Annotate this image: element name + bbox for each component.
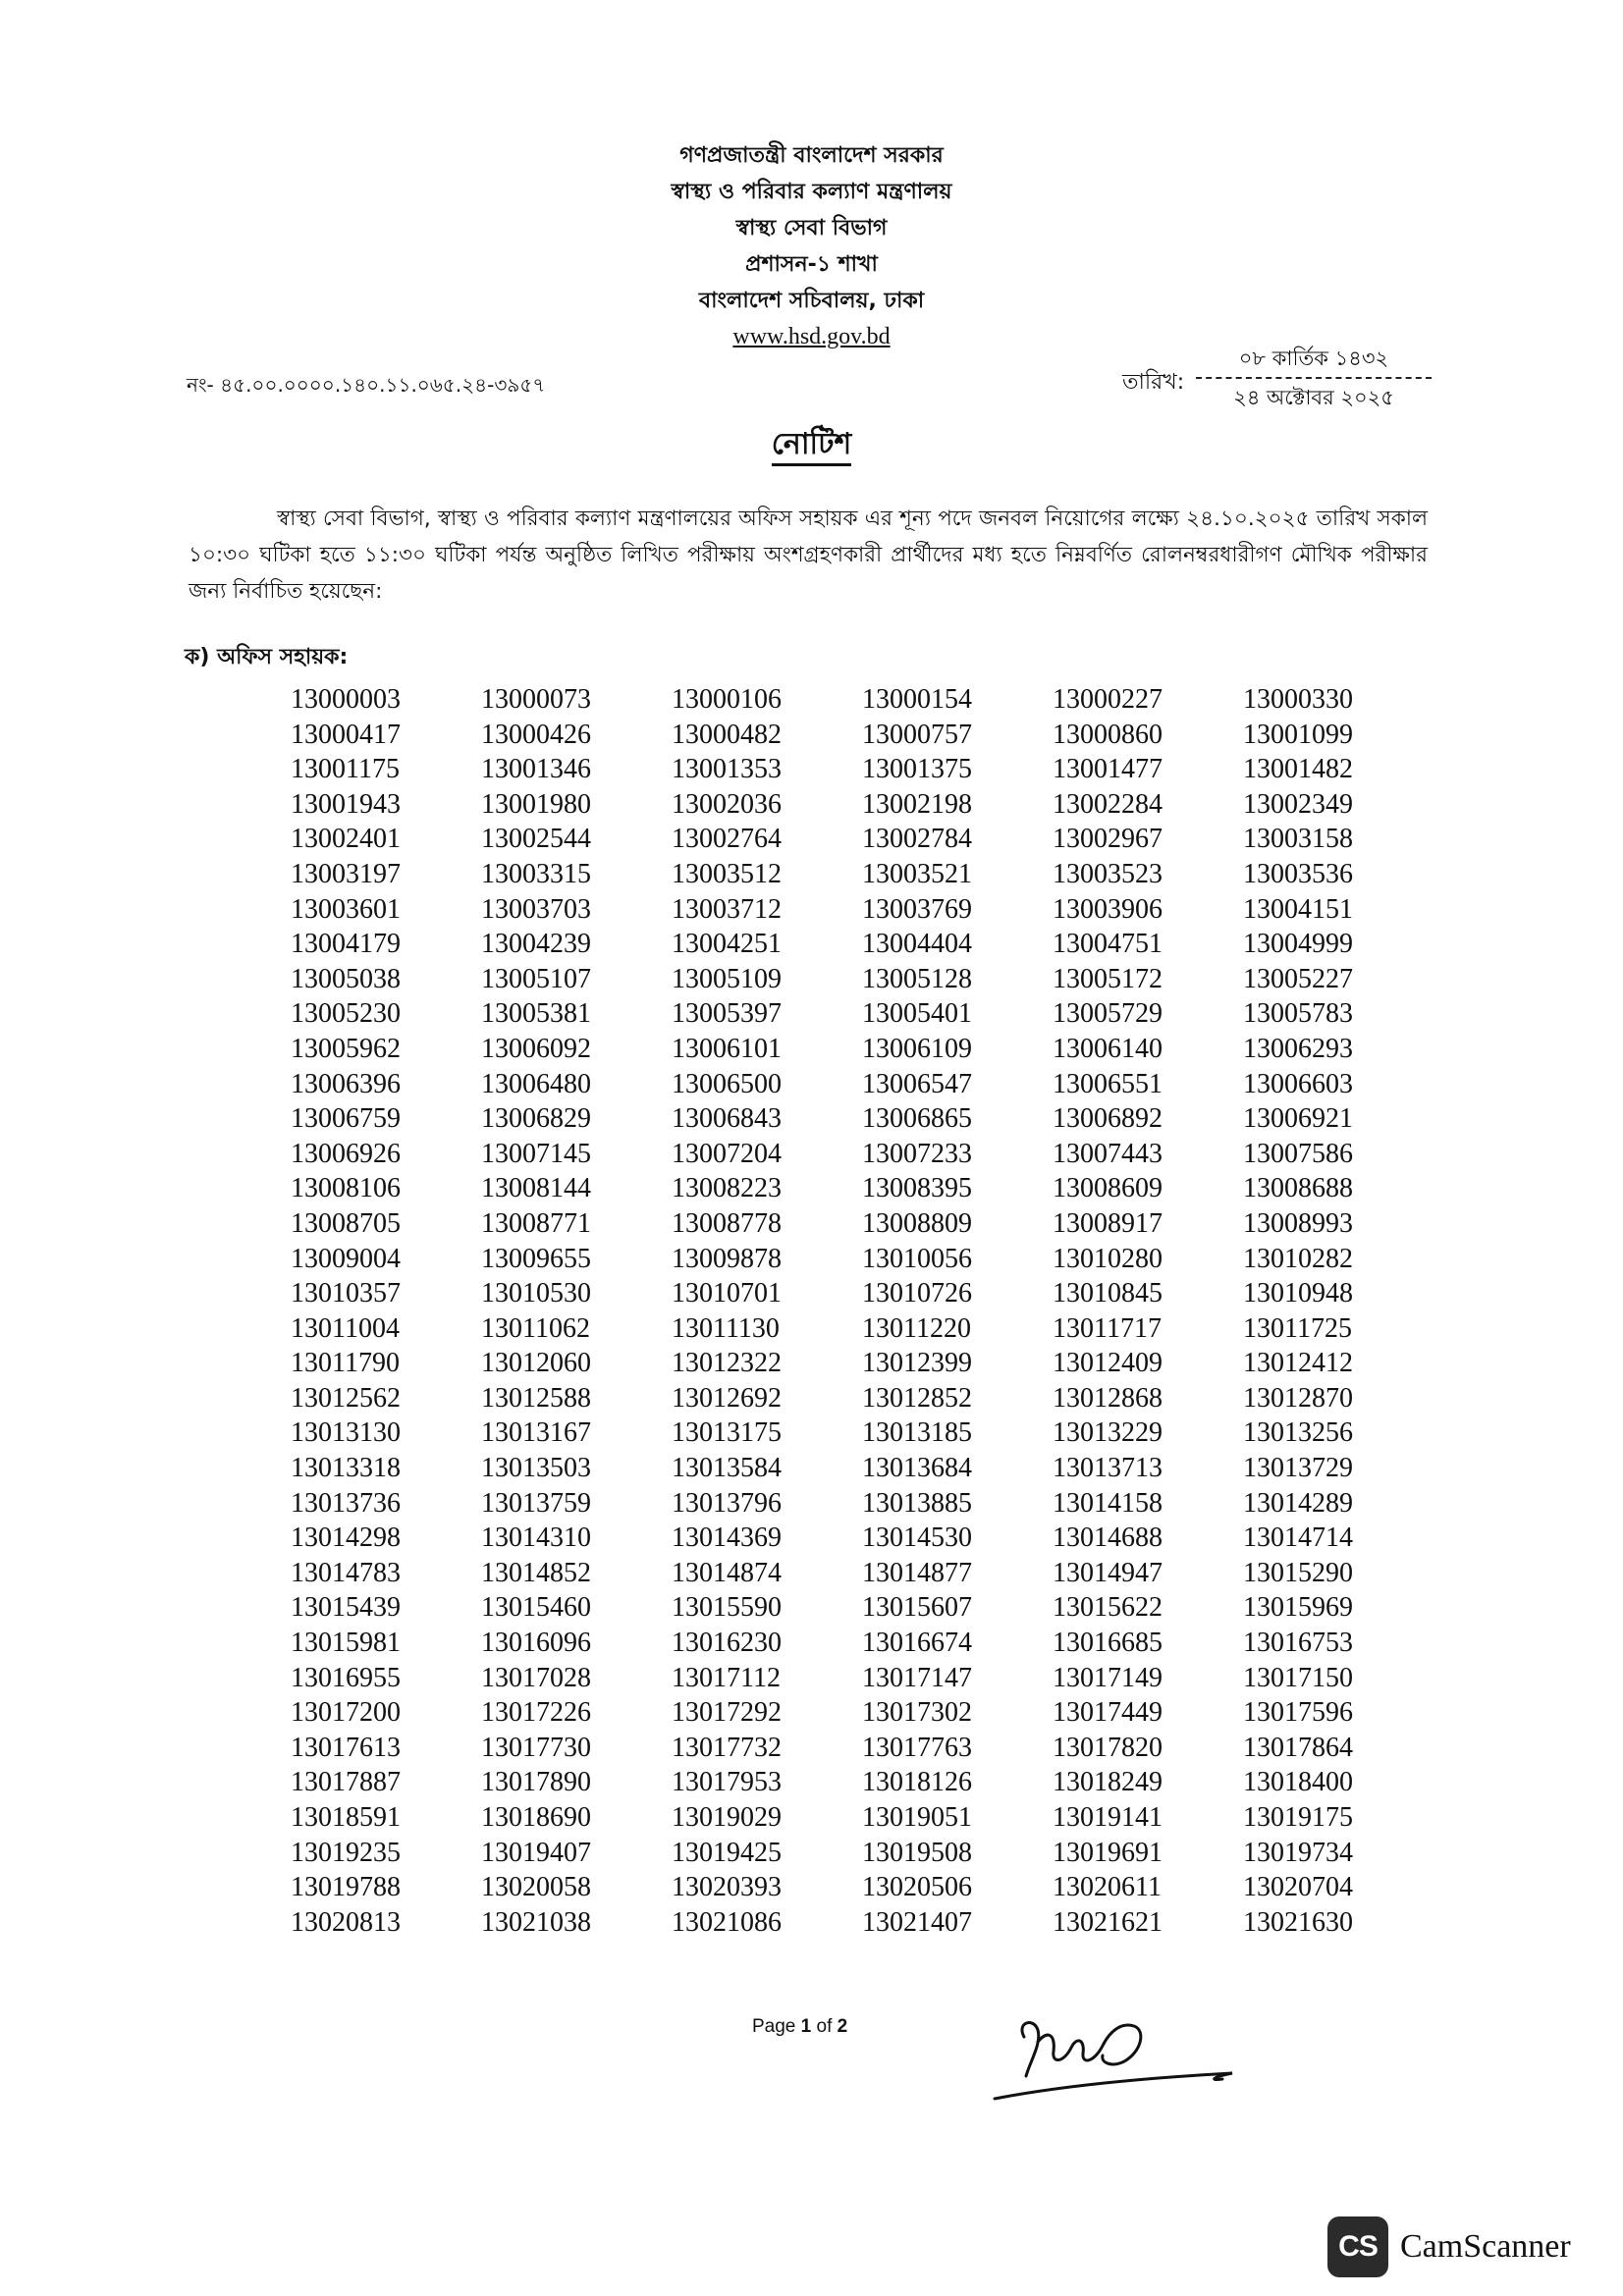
roll-number: 13001375 bbox=[862, 754, 972, 785]
roll-number: 13006843 bbox=[672, 1103, 782, 1135]
roll-number: 13002284 bbox=[1053, 788, 1163, 820]
roll-number: 13014714 bbox=[1243, 1522, 1353, 1554]
roll-number: 13020058 bbox=[481, 1872, 591, 1903]
reference-number: নং- ৪৫.০০.০০০০.১৪০.১১.০৬৫.২৪-৩৯৫৭ bbox=[187, 373, 546, 397]
roll-number: 13006101 bbox=[672, 1033, 782, 1064]
date-bangla: ০৮ কার্তিক ১৪৩২ bbox=[1238, 347, 1389, 370]
roll-number: 13021086 bbox=[672, 1906, 782, 1938]
roll-number: 13014852 bbox=[481, 1557, 591, 1588]
roll-number: 13001943 bbox=[291, 788, 401, 820]
roll-number: 13013584 bbox=[672, 1453, 782, 1484]
roll-number: 13005128 bbox=[862, 963, 972, 994]
roll-number: 13006480 bbox=[481, 1068, 591, 1099]
roll-number: 13017028 bbox=[481, 1662, 591, 1693]
roll-number: 13012852 bbox=[862, 1382, 972, 1414]
roll-number: 13010530 bbox=[481, 1278, 591, 1309]
roll-number: 13006829 bbox=[481, 1103, 591, 1135]
roll-number: 13002967 bbox=[1053, 824, 1163, 855]
roll-number: 13009878 bbox=[672, 1243, 782, 1274]
roll-number: 13018400 bbox=[1243, 1767, 1353, 1798]
roll-number: 13000417 bbox=[291, 719, 401, 750]
roll-number: 13007233 bbox=[862, 1138, 972, 1169]
roll-number: 13008144 bbox=[481, 1173, 591, 1204]
camscanner-watermark bbox=[1327, 2216, 1571, 2277]
roll-number: 13011790 bbox=[291, 1348, 400, 1379]
roll-number: 13010701 bbox=[672, 1278, 782, 1309]
roll-number: 13012060 bbox=[481, 1348, 591, 1379]
letterhead bbox=[0, 137, 1623, 355]
roll-number: 13016096 bbox=[481, 1628, 591, 1659]
roll-number: 13017953 bbox=[672, 1767, 782, 1798]
roll-number: 13003521 bbox=[862, 858, 972, 889]
roll-number: 13014874 bbox=[672, 1557, 782, 1588]
roll-number: 13018249 bbox=[1053, 1767, 1163, 1798]
roll-number: 13013167 bbox=[481, 1417, 591, 1449]
roll-number: 13019141 bbox=[1053, 1802, 1163, 1833]
roll-number: 13000227 bbox=[1053, 684, 1163, 715]
roll-number: 13017200 bbox=[291, 1697, 401, 1729]
page-total: 2 bbox=[837, 2016, 848, 2037]
roll-number: 13017613 bbox=[291, 1732, 401, 1763]
camscanner-brand: CamScanner bbox=[1400, 2228, 1571, 2265]
roll-number: 13007586 bbox=[1243, 1138, 1353, 1169]
roll-number: 13019508 bbox=[862, 1837, 972, 1868]
roll-number: 13020704 bbox=[1243, 1872, 1353, 1903]
roll-number: 13017292 bbox=[672, 1697, 782, 1729]
roll-number: 13012588 bbox=[481, 1382, 591, 1414]
roll-number: 13003197 bbox=[291, 858, 401, 889]
roll-number: 13013736 bbox=[291, 1487, 401, 1519]
roll-number: 13015981 bbox=[291, 1628, 401, 1659]
roll-number: 13005401 bbox=[862, 998, 972, 1030]
header-ministry: স্বাস্থ্য ও পরিবার কল্যাণ মন্ত্রণালয় bbox=[671, 180, 952, 204]
roll-number: 13019051 bbox=[862, 1802, 972, 1833]
roll-number: 13011130 bbox=[672, 1312, 780, 1344]
roll-number: 13007145 bbox=[481, 1138, 591, 1169]
roll-number: 13020813 bbox=[291, 1906, 401, 1938]
roll-number: 13005227 bbox=[1243, 963, 1353, 994]
roll-number: 13001477 bbox=[1053, 754, 1163, 785]
roll-number: 13010845 bbox=[1053, 1278, 1163, 1309]
roll-number: 13006293 bbox=[1243, 1033, 1353, 1064]
roll-number: 13004179 bbox=[291, 929, 401, 960]
roll-number: 13010280 bbox=[1053, 1243, 1163, 1274]
roll-number: 13015439 bbox=[291, 1592, 401, 1624]
roll-number: 13012868 bbox=[1053, 1382, 1163, 1414]
roll-number: 13013503 bbox=[481, 1453, 591, 1484]
roll-number: 13004999 bbox=[1243, 929, 1353, 960]
roll-number: 13015460 bbox=[481, 1592, 591, 1624]
roll-number: 13018690 bbox=[481, 1802, 591, 1833]
roll-number: 13016674 bbox=[862, 1628, 972, 1659]
roll-number: 13002198 bbox=[862, 788, 972, 820]
roll-number: 13000003 bbox=[291, 684, 401, 715]
roll-number: 13016230 bbox=[672, 1628, 782, 1659]
roll-number: 13006921 bbox=[1243, 1103, 1353, 1135]
roll-number: 13004404 bbox=[862, 929, 972, 960]
roll-number: 13008688 bbox=[1243, 1173, 1353, 1204]
roll-number: 13008809 bbox=[862, 1207, 972, 1239]
roll-number: 13003512 bbox=[672, 858, 782, 889]
roll-number-grid bbox=[291, 682, 1371, 1940]
roll-number: 13017890 bbox=[481, 1767, 591, 1798]
roll-number: 13020611 bbox=[1053, 1872, 1162, 1903]
roll-number: 13013256 bbox=[1243, 1417, 1353, 1449]
roll-number: 13019734 bbox=[1243, 1837, 1353, 1868]
roll-number: 13007204 bbox=[672, 1138, 782, 1169]
roll-number: 13003601 bbox=[291, 893, 401, 925]
header-govt: গণপ্রজাতন্ত্রী বাংলাদেশ সরকার bbox=[679, 143, 944, 168]
signature-icon bbox=[987, 1983, 1252, 2110]
roll-number: 13017763 bbox=[862, 1732, 972, 1763]
roll-number: 13019029 bbox=[672, 1802, 782, 1833]
roll-number: 13015290 bbox=[1243, 1557, 1353, 1588]
roll-number: 13005038 bbox=[291, 963, 401, 994]
roll-number: 13014530 bbox=[862, 1522, 972, 1554]
roll-number: 13013713 bbox=[1053, 1453, 1163, 1484]
roll-number: 13010056 bbox=[862, 1243, 972, 1274]
roll-number: 13000860 bbox=[1053, 719, 1163, 750]
roll-number: 13017449 bbox=[1053, 1697, 1163, 1729]
roll-number: 13017150 bbox=[1243, 1662, 1353, 1693]
roll-number: 13017887 bbox=[291, 1767, 401, 1798]
roll-number: 13014369 bbox=[672, 1522, 782, 1554]
roll-number: 13006759 bbox=[291, 1103, 401, 1135]
roll-number: 13013185 bbox=[862, 1417, 972, 1449]
roll-number: 13013759 bbox=[481, 1487, 591, 1519]
roll-number: 13001099 bbox=[1243, 719, 1353, 750]
roll-number: 13008917 bbox=[1053, 1207, 1163, 1239]
roll-number: 13001346 bbox=[481, 754, 591, 785]
roll-number: 13016685 bbox=[1053, 1628, 1163, 1659]
roll-number: 13003906 bbox=[1053, 893, 1163, 925]
roll-number: 13008223 bbox=[672, 1173, 782, 1204]
roll-number: 13012399 bbox=[862, 1348, 972, 1379]
roll-number: 13009004 bbox=[291, 1243, 401, 1274]
roll-number: 13003712 bbox=[672, 893, 782, 925]
roll-number: 13009655 bbox=[481, 1243, 591, 1274]
roll-number: 13003158 bbox=[1243, 824, 1353, 855]
roll-number: 13003315 bbox=[481, 858, 591, 889]
roll-number: 13017147 bbox=[862, 1662, 972, 1693]
roll-number: 13001353 bbox=[672, 754, 782, 785]
roll-number: 13012322 bbox=[672, 1348, 782, 1379]
roll-number: 13004239 bbox=[481, 929, 591, 960]
roll-number: 13011220 bbox=[862, 1312, 971, 1344]
roll-number: 13008771 bbox=[481, 1207, 591, 1239]
roll-number: 13017149 bbox=[1053, 1662, 1163, 1693]
notice-body: স্বাস্থ্য সেবা বিভাগ, স্বাস্থ্য ও পরিবার কল্যাণ মন্ত্রণালয়ের অফিস সহায়ক এর শূন্য পদে জনবল নিয়োগের লক্ষ্যে ২৪.১০.২০২৫ তারিখ সকাল ১০:৩০ ঘটিকা হতে ১১:৩০ ঘটিকা পর্যন্ত অনুষ্ঠিত লিখিত পরীক্ষায় অংশগ্রহণকারী প্রার্থীদের মধ্য হতে নিম্নবর্ণিত রোলনম্বরধারীগণ মৌখিক পরীক্ষার জন্য নির্বাচিত হয়েছেন: bbox=[189, 507, 1428, 604]
roll-number: 13021038 bbox=[481, 1906, 591, 1938]
roll-number: 13016955 bbox=[291, 1662, 401, 1693]
roll-number: 13005107 bbox=[481, 963, 591, 994]
page-indicator bbox=[752, 2016, 847, 2038]
roll-number: 13010726 bbox=[862, 1278, 972, 1309]
header-address: বাংলাদেশ সচিবালয়, ঢাকা bbox=[698, 289, 925, 313]
roll-number: 13011725 bbox=[1243, 1312, 1352, 1344]
roll-number: 13015969 bbox=[1243, 1592, 1353, 1624]
roll-number: 13006396 bbox=[291, 1068, 401, 1099]
roll-number: 13003703 bbox=[481, 893, 591, 925]
roll-number: 13008705 bbox=[291, 1207, 401, 1239]
camscanner-logo-icon: CS bbox=[1327, 2216, 1388, 2277]
roll-number: 13010948 bbox=[1243, 1278, 1353, 1309]
page-current: 1 bbox=[800, 2016, 812, 2037]
roll-number: 13014310 bbox=[481, 1522, 591, 1554]
roll-number: 13014783 bbox=[291, 1557, 401, 1588]
website-link[interactable]: www.hsd.gov.bd bbox=[732, 324, 891, 349]
roll-number: 13019175 bbox=[1243, 1802, 1353, 1833]
roll-number: 13006551 bbox=[1053, 1068, 1163, 1099]
roll-number: 13006603 bbox=[1243, 1068, 1353, 1099]
roll-number: 13013796 bbox=[672, 1487, 782, 1519]
roll-number: 13003523 bbox=[1053, 858, 1163, 889]
roll-number: 13014688 bbox=[1053, 1522, 1163, 1554]
section-label: ক) অফিস সহায়ক: bbox=[185, 645, 349, 669]
roll-number: 13006092 bbox=[481, 1033, 591, 1064]
date-label: তারিখ: bbox=[1122, 370, 1185, 395]
date-block bbox=[1196, 344, 1432, 412]
roll-number: 13005230 bbox=[291, 998, 401, 1030]
roll-number: 13014877 bbox=[862, 1557, 972, 1588]
roll-number: 13013684 bbox=[862, 1453, 972, 1484]
date-divider bbox=[1196, 377, 1432, 379]
roll-number: 13000757 bbox=[862, 719, 972, 750]
roll-number: 13017730 bbox=[481, 1732, 591, 1763]
roll-number: 13002544 bbox=[481, 824, 591, 855]
roll-number: 13015607 bbox=[862, 1592, 972, 1624]
roll-number: 13005962 bbox=[291, 1033, 401, 1064]
roll-number: 13008395 bbox=[862, 1173, 972, 1204]
roll-number: 13011717 bbox=[1053, 1312, 1162, 1344]
roll-number: 13002349 bbox=[1243, 788, 1353, 820]
roll-number: 13008993 bbox=[1243, 1207, 1353, 1239]
roll-number: 13004751 bbox=[1053, 929, 1163, 960]
roll-number: 13003769 bbox=[862, 893, 972, 925]
roll-number: 13014289 bbox=[1243, 1487, 1353, 1519]
roll-number: 13015590 bbox=[672, 1592, 782, 1624]
roll-number: 13006892 bbox=[1053, 1103, 1163, 1135]
roll-number: 13021407 bbox=[862, 1906, 972, 1938]
roll-number: 13015622 bbox=[1053, 1592, 1163, 1624]
roll-number: 13014298 bbox=[291, 1522, 401, 1554]
notice-title-wrap bbox=[0, 420, 1623, 470]
roll-number: 13001482 bbox=[1243, 754, 1353, 785]
roll-number: 13013729 bbox=[1243, 1453, 1353, 1484]
roll-number: 13002036 bbox=[672, 788, 782, 820]
roll-number: 13020506 bbox=[862, 1872, 972, 1903]
roll-number: 13006547 bbox=[862, 1068, 972, 1099]
roll-number: 13014947 bbox=[1053, 1557, 1163, 1588]
roll-number: 13000482 bbox=[672, 719, 782, 750]
roll-number: 13013318 bbox=[291, 1453, 401, 1484]
roll-number: 13019235 bbox=[291, 1837, 401, 1868]
roll-number: 13002401 bbox=[291, 824, 401, 855]
roll-number: 13012409 bbox=[1053, 1348, 1163, 1379]
roll-number: 13010282 bbox=[1243, 1243, 1353, 1274]
roll-number: 13018591 bbox=[291, 1802, 401, 1833]
roll-number: 13001175 bbox=[291, 754, 400, 785]
roll-number: 13004151 bbox=[1243, 893, 1353, 925]
roll-number: 13021630 bbox=[1243, 1906, 1353, 1938]
roll-number: 13006140 bbox=[1053, 1033, 1163, 1064]
roll-number: 13017864 bbox=[1243, 1732, 1353, 1763]
roll-number: 13001980 bbox=[481, 788, 591, 820]
roll-number: 13012412 bbox=[1243, 1348, 1353, 1379]
roll-number: 13017596 bbox=[1243, 1697, 1353, 1729]
roll-number: 13017226 bbox=[481, 1697, 591, 1729]
roll-number: 13000330 bbox=[1243, 684, 1353, 715]
date-gregorian: ২৪ অক্টোবর ২০২৫ bbox=[1233, 386, 1394, 409]
roll-number: 13006865 bbox=[862, 1103, 972, 1135]
roll-number: 13013175 bbox=[672, 1417, 782, 1449]
roll-number: 13006926 bbox=[291, 1138, 401, 1169]
header-division: স্বাস্থ্য সেবা বিভাগ bbox=[735, 216, 888, 240]
roll-number: 13005397 bbox=[672, 998, 782, 1030]
roll-number: 13000426 bbox=[481, 719, 591, 750]
roll-number: 13017820 bbox=[1053, 1732, 1163, 1763]
roll-number: 13008106 bbox=[291, 1173, 401, 1204]
roll-number: 13011062 bbox=[481, 1312, 590, 1344]
roll-number: 13019788 bbox=[291, 1872, 401, 1903]
roll-number: 13008609 bbox=[1053, 1173, 1163, 1204]
roll-number: 13000106 bbox=[672, 684, 782, 715]
roll-number: 13013130 bbox=[291, 1417, 401, 1449]
roll-number: 13005381 bbox=[481, 998, 591, 1030]
roll-number: 13013229 bbox=[1053, 1417, 1163, 1449]
roll-number: 13002764 bbox=[672, 824, 782, 855]
roll-number: 13016753 bbox=[1243, 1628, 1353, 1659]
roll-number: 13006109 bbox=[862, 1033, 972, 1064]
roll-number: 13017112 bbox=[672, 1662, 781, 1693]
roll-number: 13013885 bbox=[862, 1487, 972, 1519]
roll-number: 13005783 bbox=[1243, 998, 1353, 1030]
roll-number: 13005109 bbox=[672, 963, 782, 994]
roll-number: 13006500 bbox=[672, 1068, 782, 1099]
roll-number: 13018126 bbox=[862, 1767, 972, 1798]
roll-number: 13014158 bbox=[1053, 1487, 1163, 1519]
roll-number: 13012870 bbox=[1243, 1382, 1353, 1414]
roll-number: 13017732 bbox=[672, 1732, 782, 1763]
roll-number: 13012692 bbox=[672, 1382, 782, 1414]
roll-number: 13008778 bbox=[672, 1207, 782, 1239]
roll-number: 13019691 bbox=[1053, 1837, 1163, 1868]
roll-number: 13000073 bbox=[481, 684, 591, 715]
roll-number: 13019407 bbox=[481, 1837, 591, 1868]
notice-title: নোটিশ bbox=[772, 427, 851, 466]
roll-number: 13011004 bbox=[291, 1312, 400, 1344]
roll-number: 13017302 bbox=[862, 1697, 972, 1729]
roll-number: 13005172 bbox=[1053, 963, 1163, 994]
roll-number: 13010357 bbox=[291, 1278, 401, 1309]
roll-number: 13000154 bbox=[862, 684, 972, 715]
roll-number: 13005729 bbox=[1053, 998, 1163, 1030]
roll-number: 13002784 bbox=[862, 824, 972, 855]
roll-number: 13021621 bbox=[1053, 1906, 1163, 1938]
page-prefix: Page bbox=[752, 2016, 801, 2037]
roll-number: 13004251 bbox=[672, 929, 782, 960]
roll-number: 13019425 bbox=[672, 1837, 782, 1868]
roll-number: 13003536 bbox=[1243, 858, 1353, 889]
roll-number: 13020393 bbox=[672, 1872, 782, 1903]
roll-number: 13012562 bbox=[291, 1382, 401, 1414]
page-of: of bbox=[811, 2016, 838, 2037]
header-branch: প্রশাসন-১ শাখা bbox=[745, 252, 878, 277]
roll-number: 13007443 bbox=[1053, 1138, 1163, 1169]
